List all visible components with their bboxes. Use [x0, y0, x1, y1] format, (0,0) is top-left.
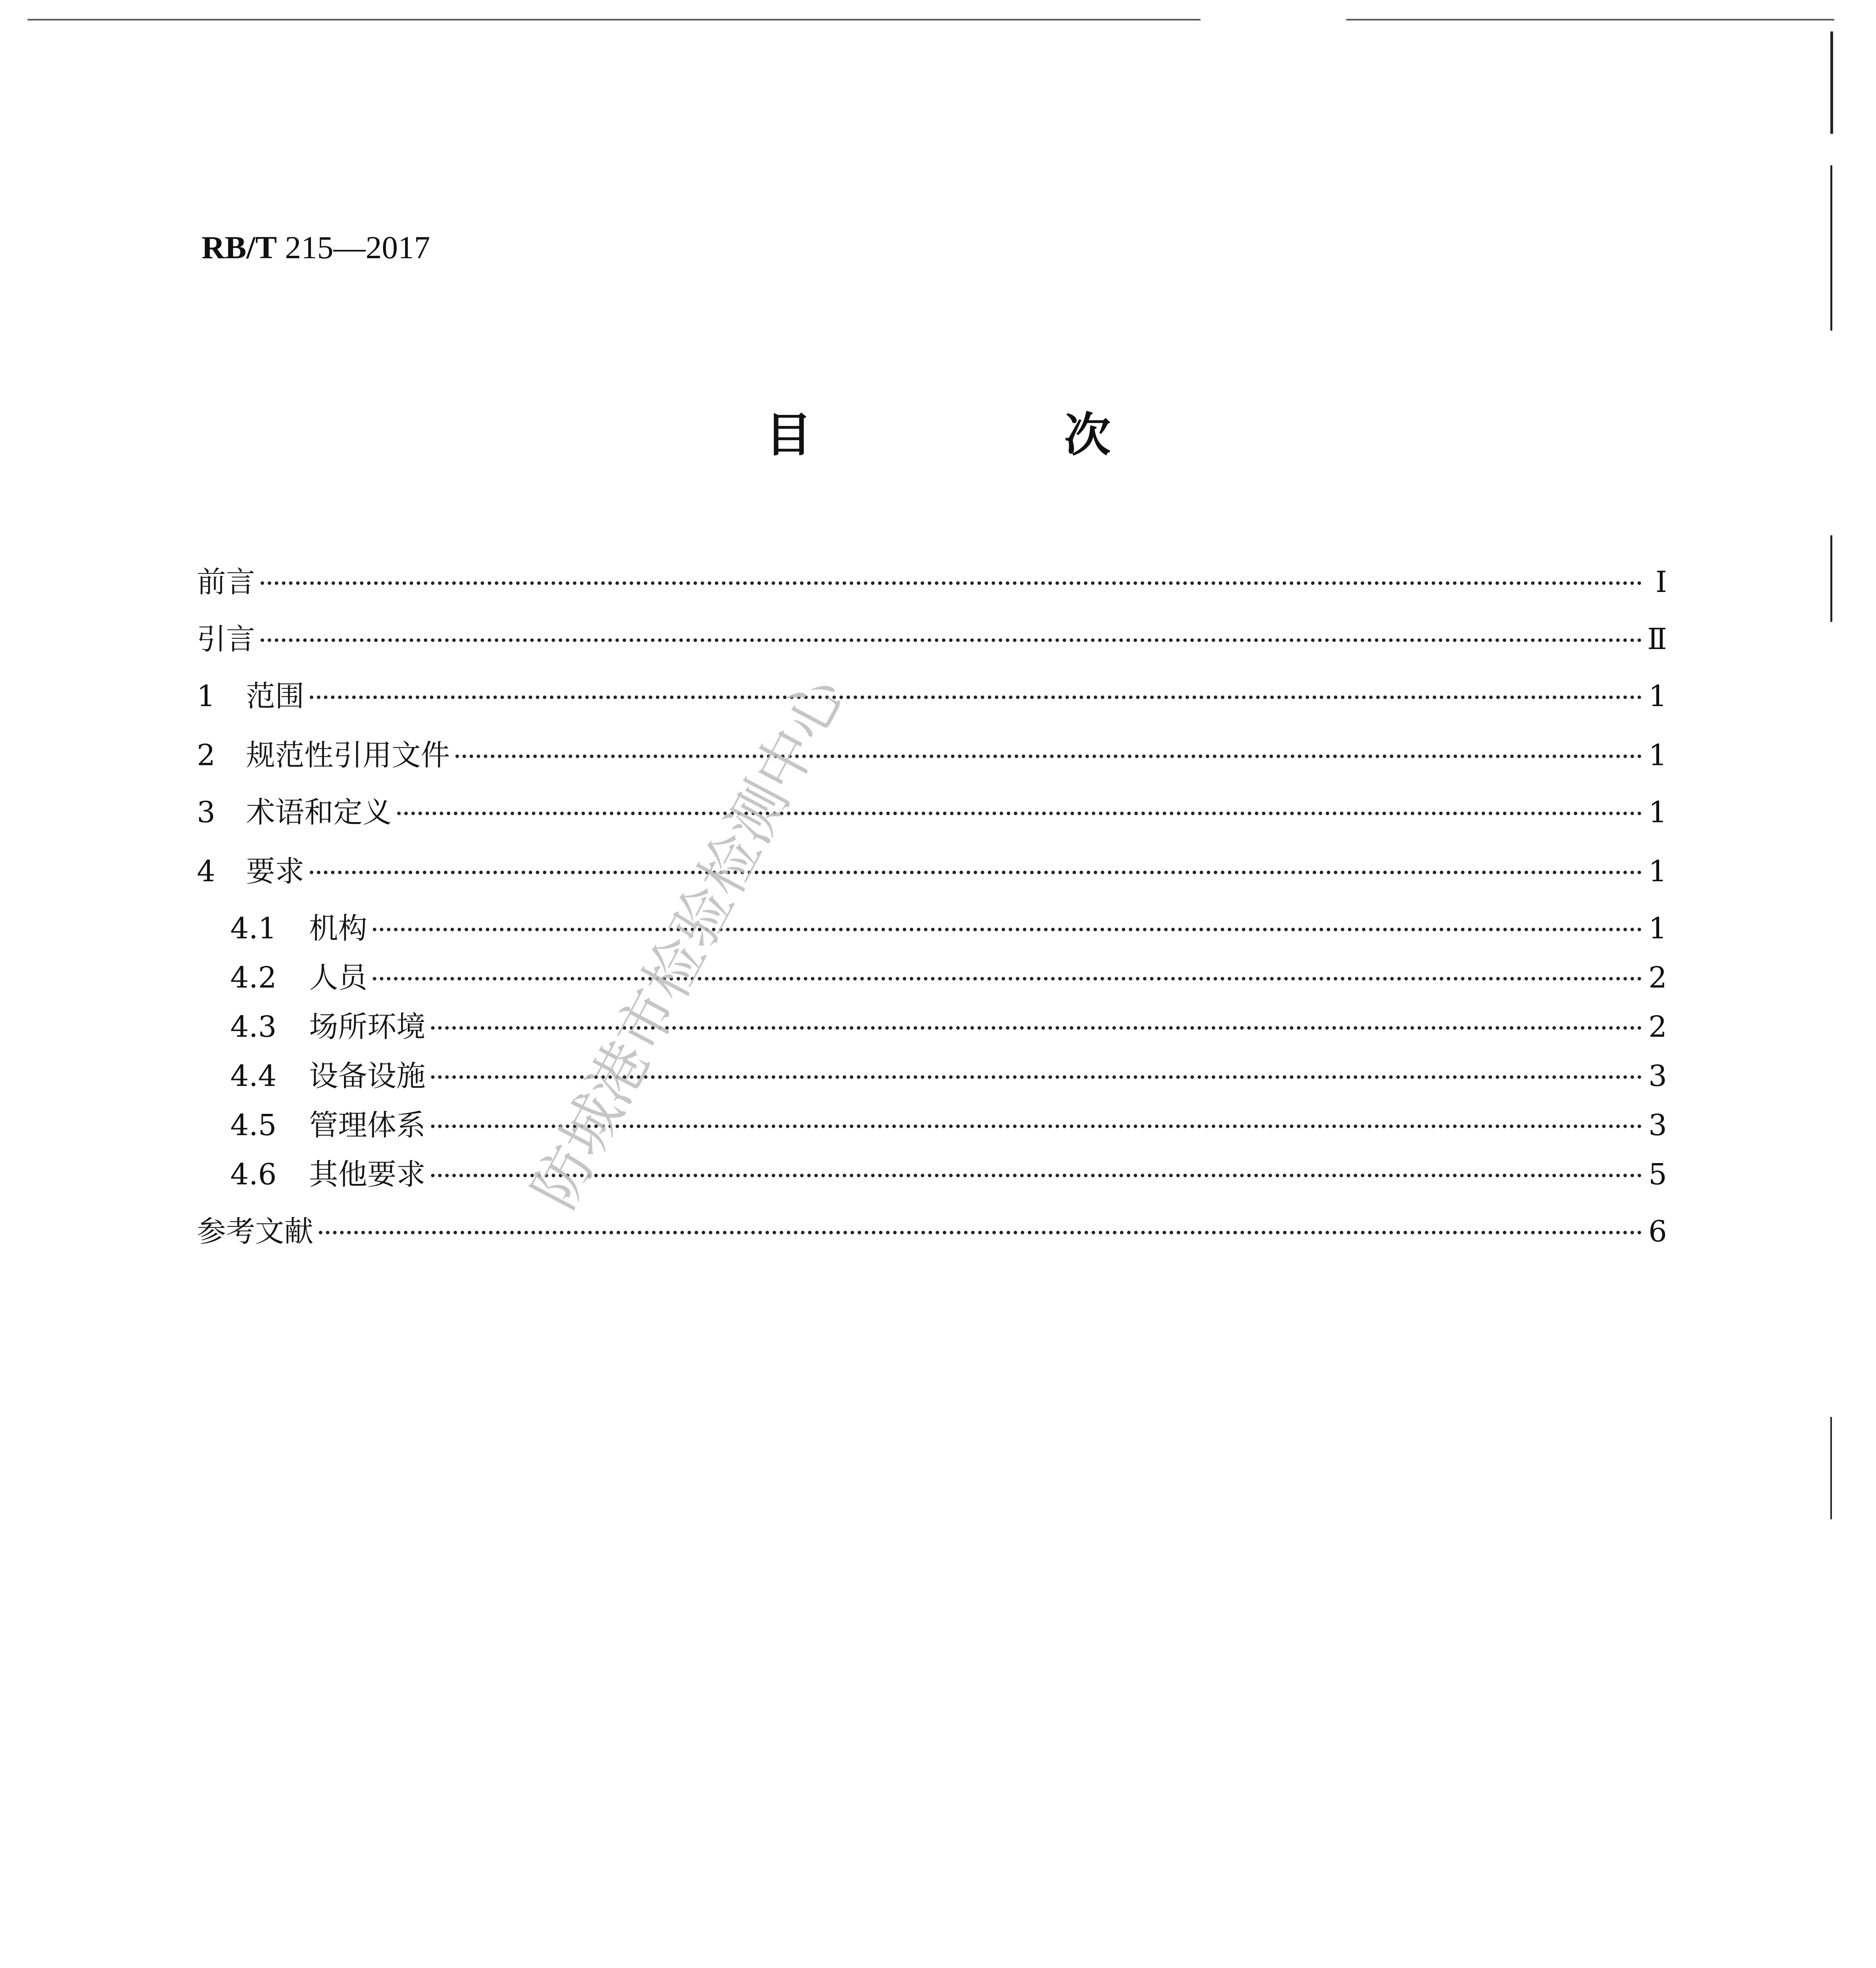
toc-entry-number: 4.3 — [230, 1010, 277, 1044]
toc-entry-page: 1 — [1648, 679, 1667, 713]
toc-entry — [230, 954, 1667, 998]
toc-entry-label: 术语和定义 — [246, 795, 392, 829]
toc-entry-page: 3 — [1648, 1108, 1667, 1142]
toc-entry — [197, 1208, 1667, 1252]
toc-entry-number: 3 — [197, 795, 216, 829]
toc-entry — [230, 905, 1667, 949]
toc-entry — [230, 1053, 1667, 1096]
toc-entry-page: 5 — [1648, 1158, 1667, 1191]
toc-entry-number: 1 — [197, 679, 216, 713]
scan-top-rule — [1346, 19, 1834, 20]
scan-top-rule — [28, 19, 1201, 20]
toc-entry-label: 规范性引用文件 — [246, 738, 450, 772]
toc-entry-page: 1 — [1648, 738, 1667, 772]
toc-entry-page: 1 — [1648, 795, 1667, 829]
toc-dot-leader — [310, 695, 1642, 699]
toc-entry-page: 3 — [1648, 1059, 1667, 1093]
standard-code — [202, 229, 430, 266]
toc-entry-label: 要求 — [246, 855, 304, 888]
toc-entry-page: 1 — [1648, 912, 1667, 945]
scan-edge-line — [1830, 165, 1832, 331]
toc-dot-leader — [261, 638, 1642, 642]
toc-dot-leader — [455, 755, 1642, 758]
toc-dot-leader — [319, 1231, 1642, 1234]
toc-entry-number: 4 — [197, 855, 216, 888]
toc-entry-number: 4.5 — [230, 1108, 277, 1142]
toc-entry-number: 4.6 — [230, 1158, 277, 1191]
toc-entry-number: 4.2 — [230, 961, 277, 995]
toc-entry-label: 场所环境 — [309, 1010, 426, 1044]
toc-entry-number: 2 — [197, 738, 216, 772]
standard-prefix: RB/T — [202, 229, 277, 265]
toc-entry-label: 引言 — [197, 622, 255, 656]
scan-edge-line — [1830, 31, 1833, 134]
toc-dot-leader — [397, 812, 1642, 815]
toc-entry-label: 参考文献 — [197, 1215, 313, 1248]
toc-dot-leader — [310, 871, 1642, 874]
toc-entry-label: 设备设施 — [309, 1059, 426, 1093]
toc-entry-page: Ⅱ — [1647, 622, 1667, 656]
toc-entry-number: 4.1 — [230, 912, 277, 945]
toc-entry-page: 2 — [1648, 1010, 1667, 1044]
toc-entry — [197, 559, 1667, 602]
toc-title: 目 次 — [765, 407, 1229, 462]
scan-edge-line — [1830, 535, 1832, 622]
toc-entry-label: 机构 — [309, 912, 367, 945]
toc-dot-leader — [431, 1174, 1642, 1177]
toc-entry — [197, 732, 1667, 775]
watermark-stamp: 防城港市检验检测中心 — [520, 666, 858, 1220]
toc-entry-label: 其他要求 — [309, 1158, 426, 1191]
toc-entry-page: 6 — [1648, 1215, 1667, 1248]
toc-entry — [197, 616, 1667, 659]
toc-entry-label: 范围 — [246, 679, 304, 713]
scan-edge-line — [1830, 1417, 1832, 1519]
toc-dot-leader — [261, 581, 1642, 585]
toc-entry — [230, 1004, 1667, 1047]
toc-entry-number: 4.4 — [230, 1059, 277, 1093]
toc-entry — [230, 1151, 1667, 1195]
toc-entry-page: 1 — [1648, 855, 1667, 888]
toc-entry — [230, 1102, 1667, 1145]
standard-number: 215—2017 — [285, 229, 430, 265]
toc-dot-leader — [373, 977, 1642, 980]
toc-entry-page: Ⅰ — [1655, 565, 1667, 599]
toc-entry-label: 前言 — [197, 565, 255, 599]
toc-entry-page: 2 — [1648, 961, 1667, 995]
toc-entry — [197, 848, 1667, 892]
toc-entry — [197, 673, 1667, 716]
toc-dot-leader — [373, 928, 1642, 931]
toc-entry — [197, 789, 1667, 832]
toc-entry-label: 管理体系 — [309, 1108, 426, 1142]
toc-entry-label: 人员 — [309, 961, 367, 995]
